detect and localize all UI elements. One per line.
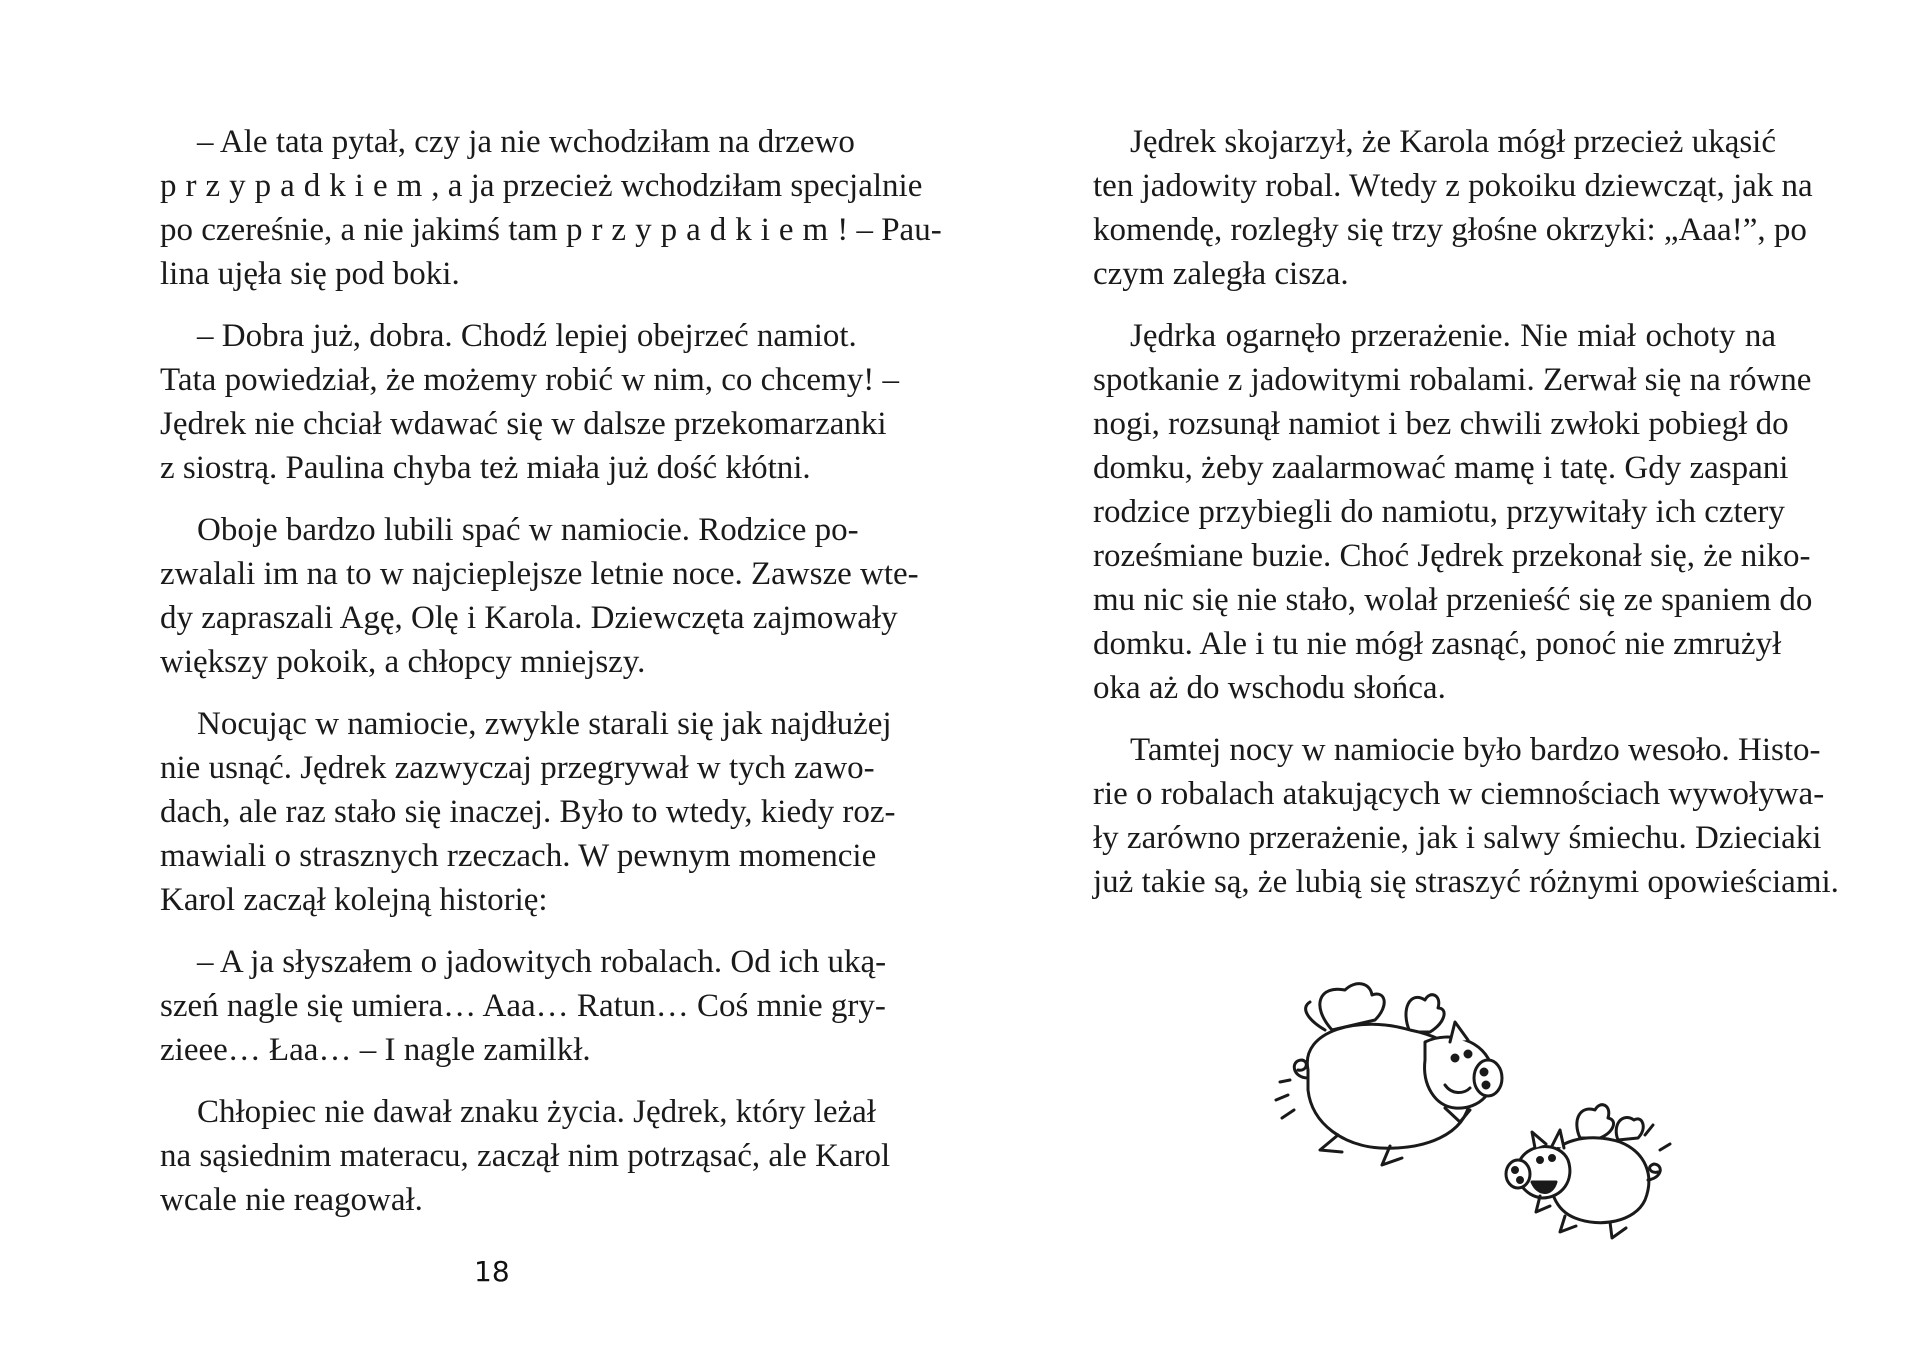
text-line: Nocując w namiocie, zwykle starali się jak najdłużej xyxy=(197,706,892,742)
spaced-word: przypadkiem xyxy=(565,212,838,248)
text-line: mu nic się nie stało, wolał przenieść się ze spaniem do xyxy=(1093,582,1813,618)
text-line: mawiali o strasznych rzeczach. W pewnym momencie xyxy=(160,838,877,874)
text-line: nie usnąć. Jędrek zazwyczaj przegrywał w tych zawo- xyxy=(160,750,875,786)
text-line: – Ale tata pytał, czy ja nie wchodziłam na drzewo xyxy=(197,124,855,160)
text-line: zieee… Łaa… – I nagle zamilkł. xyxy=(160,1032,591,1068)
text-line: spotkanie z jadowitymi robalami. Zerwał się na równe xyxy=(1093,362,1812,398)
text-line: Chłopiec nie dawał znaku życia. Jędrek, który leżał xyxy=(197,1094,876,1130)
text-line: dy zapraszali Agę, Olę i Karola. Dziewczęta zajmowały xyxy=(160,600,898,636)
text-line: Oboje bardzo lubili spać w namiocie. Rodzice po- xyxy=(197,512,859,548)
text-fragment: po czereśnie, a nie jakimś tam xyxy=(160,212,566,248)
text-line: Jędrek nie chciał wdawać się w dalsze przekomarzanki xyxy=(160,406,887,442)
page-number: 18 xyxy=(474,1255,510,1288)
spaced-word: przypadkiem xyxy=(160,168,432,204)
text-line: lina ujęła się pod boki. xyxy=(160,256,460,292)
text-line: – Dobra już, dobra. Chodź lepiej obejrzeć namiot. xyxy=(197,318,857,354)
text-line: rodzice przybiegli do namiotu, przywitały ich cztery xyxy=(1093,494,1785,530)
text-line: już takie są, że lubią się straszyć różnymi opowieściami. xyxy=(1093,864,1839,900)
text-line: dach, ale raz stało się inaczej. Było to wtedy, kiedy roz- xyxy=(160,794,896,830)
text-line: – A ja słyszałem o jadowitych robalach. Od ich uką- xyxy=(197,944,887,980)
text-line: Karol zaczął kolejną historię: xyxy=(160,882,548,918)
text-line: rie o robalach atakujących w ciemnościach wywoływa- xyxy=(1093,776,1825,812)
big-pig-illustration xyxy=(1276,984,1502,1165)
text-line: domku, żeby zaalarmować mamę i tatę. Gdy zaspani xyxy=(1093,450,1789,486)
text-line: wcale nie reagował. xyxy=(160,1182,423,1218)
text-line xyxy=(160,164,923,208)
text-line: Jędrka ogarnęło przerażenie. Nie miał ochoty na xyxy=(1130,318,1776,354)
flying-pigs-illustration xyxy=(1250,960,1710,1240)
text-line: domku. Ale i tu nie mógł zasnąć, ponoć nie zmrużył xyxy=(1093,626,1782,662)
text-line xyxy=(160,208,942,252)
text-line: Jędrek skojarzył, że Karola mógł przecież ukąsić xyxy=(1130,124,1776,160)
text-line: komendę, rozległy się trzy głośne okrzyki: „Aaa!”, po xyxy=(1093,212,1807,248)
text-fragment: ! – Pau- xyxy=(837,212,942,248)
right-page xyxy=(960,0,1920,1357)
text-line: na sąsiednim materacu, zaczął nim potrząsać, ale Karol xyxy=(160,1138,891,1174)
small-pig-illustration xyxy=(1506,1105,1670,1238)
text-line: szeń nagle się umiera… Aaa… Ratun… Coś mnie gry- xyxy=(160,988,886,1024)
text-line: nogi, rozsunął namiot i bez chwili zwłoki pobiegł do xyxy=(1093,406,1789,442)
text-line: większy pokoik, a chłopcy mniejszy. xyxy=(160,644,646,680)
text-line: oka aż do wschodu słońca. xyxy=(1093,670,1446,706)
text-line: Tata powiedział, że możemy robić w nim, co chcemy! – xyxy=(160,362,899,398)
text-fragment: , a ja przecież wchodziłam specjalnie xyxy=(431,168,923,204)
text-line: zwalali im na to w najcieplejsze letnie noce. Zawsze wte- xyxy=(160,556,919,592)
text-line: z siostrą. Paulina chyba też miała już dość kłótni. xyxy=(160,450,811,486)
text-line: ten jadowity robal. Wtedy z pokoiku dziewcząt, jak na xyxy=(1093,168,1813,204)
text-line: roześmiane buzie. Choć Jędrek przekonał się, że niko- xyxy=(1093,538,1811,574)
text-line: ły zarówno przerażenie, jak i salwy śmiechu. Dzieciaki xyxy=(1093,820,1822,856)
text-line: Tamtej nocy w namiocie było bardzo wesoło. Histo- xyxy=(1130,732,1821,768)
text-line: czym zaległa cisza. xyxy=(1093,256,1349,292)
